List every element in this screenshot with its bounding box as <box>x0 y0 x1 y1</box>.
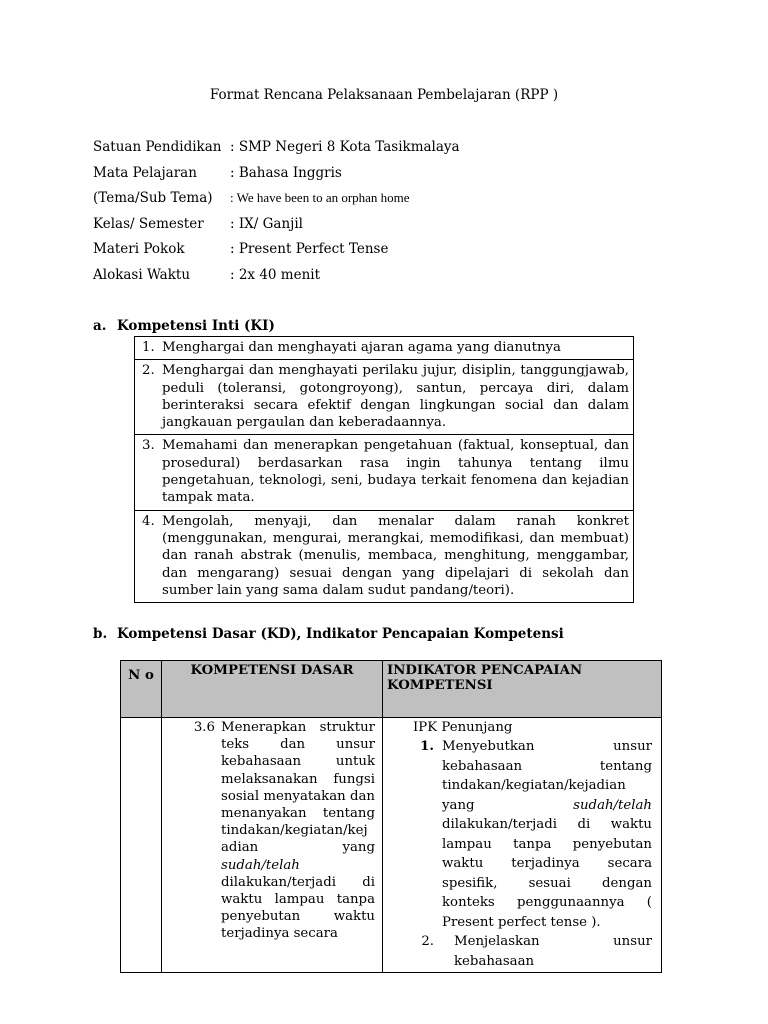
meta-row-tema <box>93 190 410 210</box>
meta-row-alokasi-waktu <box>93 267 320 287</box>
no-cell <box>121 718 162 973</box>
table-row <box>135 360 634 435</box>
meta-value: : We have been to an orphan home <box>230 190 410 205</box>
ipk-title: IPK Penunjang <box>413 720 513 735</box>
meta-value: : 2x 40 menit <box>230 267 321 283</box>
ipk-text <box>442 737 652 932</box>
section-a-heading <box>93 318 275 334</box>
ipk-number: 2. <box>421 934 434 949</box>
kd-cell <box>162 718 383 973</box>
ipk-cell <box>383 718 662 973</box>
kd-text-part: dilakukan/terjadi di waktu lampau tanpa penyebutan waktu terjadinya secara <box>221 874 375 942</box>
meta-value: : Bahasa Inggris <box>230 165 342 181</box>
kompetensi-dasar-table <box>120 660 662 973</box>
section-marker: b. <box>93 626 108 642</box>
table-row <box>135 337 634 360</box>
meta-row-materi-pokok <box>93 241 388 261</box>
meta-value: : SMP Negeri 8 Kota Tasikmalaya <box>230 139 460 155</box>
ki-number: 2. <box>142 363 155 379</box>
column-header-indikator: INDIKATOR PENCAPAIAN KOMPETENSI <box>383 661 662 718</box>
table-header-row <box>121 661 662 718</box>
section-b-heading <box>93 626 564 642</box>
ki-cell <box>135 510 634 602</box>
ki-text: Mengolah, menyaji, dan menalar dalam ranah konkret (menggunakan, mengurai, merangkai, memodifikasi, dan membuat) dan ranah abstrak (menulis, membaca, menghitung, menggambar, dan mengarang) sesuai dengan yang dipelajari di sekolah dan sumber lain yang sama dalam sudut pandang/teori). <box>162 513 629 598</box>
meta-label: Kelas/ Semester <box>93 216 204 232</box>
column-header-no: N o <box>121 661 162 718</box>
ipk-text-part: Menyebutkan unsur kebahasaan tentang tindakan/kegiatan/kejadian yang <box>442 739 652 813</box>
kd-number: 3.6 <box>193 720 215 735</box>
ipk-text-part: dilakukan/terjadi di waktu lampau tanpa penyebutan waktu terjadinya secara spesifik, sesuai dengan konteks penggunaannya ( Present perfect tense ). <box>442 817 652 930</box>
ipk-item <box>386 737 652 932</box>
table-row <box>135 510 634 602</box>
ki-cell <box>135 337 634 360</box>
meta-row-mata-pelajaran <box>93 165 342 185</box>
section-title: Kompetensi Inti (KI) <box>117 318 275 334</box>
meta-row-kelas-semester <box>93 216 303 236</box>
ipk-item <box>386 932 652 971</box>
kompetensi-inti-table <box>134 336 634 603</box>
ki-text: Menghargai dan menghayati ajaran agama yang dianutnya <box>162 340 561 355</box>
ki-cell <box>135 435 634 510</box>
column-header-kompetensi-dasar: KOMPETENSI DASAR <box>162 661 383 718</box>
ipk-text: Menjelaskan unsur kebahasaan <box>454 934 652 969</box>
meta-label: Materi Pokok <box>93 241 185 257</box>
kd-text-part: Menerapkan struktur teks dan unsur kebahasaan untuk melaksanakan fungsi sosial menyatakan dan menanyakan tentang tindakan/kegiatan/kej adian yang <box>221 720 375 856</box>
ki-text: Menghargai dan menghayati perilaku jujur, disiplin, tanggungjawab, peduli (toleransi, gotongroyong), santun, percaya diri, dalam berinteraksi secara efektif dengan lingkungan social dan dalam jangkauan pergaulan dan keberadaannya. <box>162 363 629 431</box>
ipk-number: 1. <box>420 739 434 754</box>
section-title: Kompetensi Dasar (KD), Indikator Pencapaian Kompetensi <box>117 626 564 642</box>
meta-label: (Tema/Sub Tema) <box>93 190 213 206</box>
ki-cell <box>135 360 634 435</box>
meta-label: Satuan Pendidikan <box>93 139 222 155</box>
table-row <box>121 718 662 973</box>
section-marker: a. <box>93 318 107 334</box>
ki-number: 1. <box>142 340 155 355</box>
meta-value: : IX/ Ganjil <box>230 216 303 232</box>
meta-row-satuan-pendidikan <box>93 139 460 159</box>
meta-label: Mata Pelajaran <box>93 165 197 181</box>
meta-value: : Present Perfect Tense <box>230 241 389 257</box>
table-row <box>135 435 634 510</box>
ipk-text-italic: sudah/telah <box>573 797 652 813</box>
kd-text-italic: sudah/telah <box>221 857 300 873</box>
ki-number: 4. <box>142 513 155 529</box>
ki-text: Memahami dan menerapkan pengetahuan (faktual, konseptual, dan prosedural) berdasarkan rasa ingin tahunya tentang ilmu pengetahuan, teknologi, seni, budaya terkait fenomena dan kejadian tampak mata. <box>162 438 629 506</box>
kd-text <box>221 719 375 943</box>
meta-label: Alokasi Waktu <box>93 267 191 283</box>
document-title: Format Rencana Pelaksanaan Pembelajaran (RPP ) <box>209 87 559 103</box>
ki-number: 3. <box>142 438 155 454</box>
